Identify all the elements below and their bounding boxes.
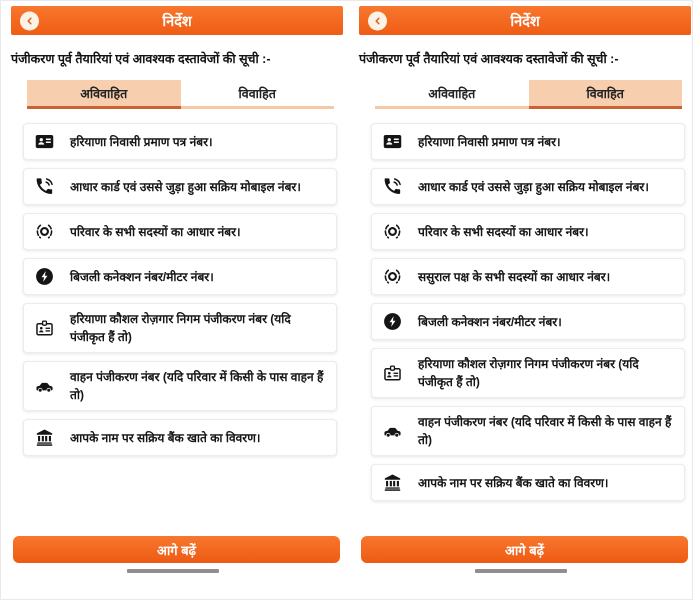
bank-icon [34,427,55,448]
list-item [371,303,685,340]
list-item-text: आधार कार्ड एवं उससे जुड़ा हुआ सक्रिय मोबाइल नंबर। [70,179,301,194]
home-indicator[interactable] [127,569,219,573]
list-item [371,213,685,250]
chevron-left-icon [23,14,36,27]
chevron-left-icon [371,14,384,27]
aadhaar-scan-icon [34,221,55,242]
list-item [371,406,685,456]
electricity-bolt-icon [34,266,55,287]
phone-in-talk-icon [34,176,55,197]
screen-married [349,1,692,599]
list-item-text: हरियाणा कौशल रोज़गार निगम पंजीकरण नंबर (यदि पंजीकृत हैं तो) [418,357,639,389]
electricity-bolt-icon [382,311,403,332]
tab-unmarried[interactable]: अविवाहित [27,80,181,109]
list-item [23,258,337,295]
list-item [371,168,685,205]
phone-in-talk-icon [382,176,403,197]
page-title: निर्देश [162,13,192,30]
list-item-text: ससुराल पक्ष के सभी सदस्यों का आधार नंबर। [418,269,611,284]
list-item-text: आपके नाम पर सक्रिय बैंक खाते का विवरण। [70,430,261,445]
tab-married[interactable]: विवाहित [181,80,335,109]
app-header [359,6,691,35]
list-item [371,348,685,398]
back-button[interactable] [368,11,387,30]
instructions-heading: पंजीकरण पूर्व तैयारियां एवं आवश्यक दस्तावेजों की सूची :- [359,52,619,66]
bank-icon [382,472,403,493]
list-item-text: बिजली कनेक्शन नंबर/मीटर नंबर। [418,314,562,329]
app-header [11,6,343,35]
aadhaar-scan-icon [382,221,403,242]
badge-icon [382,363,403,384]
list-item-text: परिवार के सभी सदस्यों का आधार नंबर। [418,224,589,239]
car-icon [382,421,403,442]
home-indicator[interactable] [475,569,567,573]
list-item [23,168,337,205]
list-item-text: बिजली कनेक्शन नंबर/मीटर नंबर। [70,269,214,284]
bottom-bar [349,536,692,573]
list-item [23,361,337,411]
aadhaar-scan-icon [382,266,403,287]
list-item-text: वाहन पंजीकरण नंबर (यदि परिवार में किसी के पास वाहन हैं तो) [418,415,672,447]
instructions-heading: पंजीकरण पूर्व तैयारियां एवं आवश्यक दस्तावेजों की सूची :- [11,52,271,66]
tab-bar [27,80,334,109]
proceed-button[interactable]: आगे बढ़ें [13,536,340,563]
tab-married[interactable]: विवाहित [529,80,683,109]
tab-bar [375,80,682,109]
car-icon [34,376,55,397]
list-item-text: वाहन पंजीकरण नंबर (यदि परिवार में किसी के पास वाहन हैं तो) [70,370,324,402]
id-card-icon [382,131,403,152]
list-item-text: परिवार के सभी सदस्यों का आधार नंबर। [70,224,241,239]
list-item-text: हरियाणा निवासी प्रमाण पत्र नंबर। [418,134,561,149]
tab-unmarried[interactable]: अविवाहित [375,80,529,109]
list-item-text: हरियाणा कौशल रोज़गार निगम पंजीकरण नंबर (यदि पंजीकृत हैं तो) [70,312,291,344]
back-button[interactable] [20,11,39,30]
list-item [23,213,337,250]
id-card-icon [34,131,55,152]
list-item-text: आपके नाम पर सक्रिय बैंक खाते का विवरण। [418,475,609,490]
badge-icon [34,318,55,339]
list-item-text: हरियाणा निवासी प्रमाण पत्र नंबर। [70,134,213,149]
list-item [23,419,337,456]
page-title: निर्देश [510,13,540,30]
documents-list [371,123,685,501]
list-item [23,303,337,353]
bottom-bar [1,536,344,573]
list-item [23,123,337,160]
list-item [371,258,685,295]
documents-list [23,123,337,456]
list-item-text: आधार कार्ड एवं उससे जुड़ा हुआ सक्रिय मोबाइल नंबर। [418,179,649,194]
list-item [371,464,685,501]
list-item [371,123,685,160]
proceed-button[interactable]: आगे बढ़ें [361,536,688,563]
screen-unmarried [1,1,344,599]
